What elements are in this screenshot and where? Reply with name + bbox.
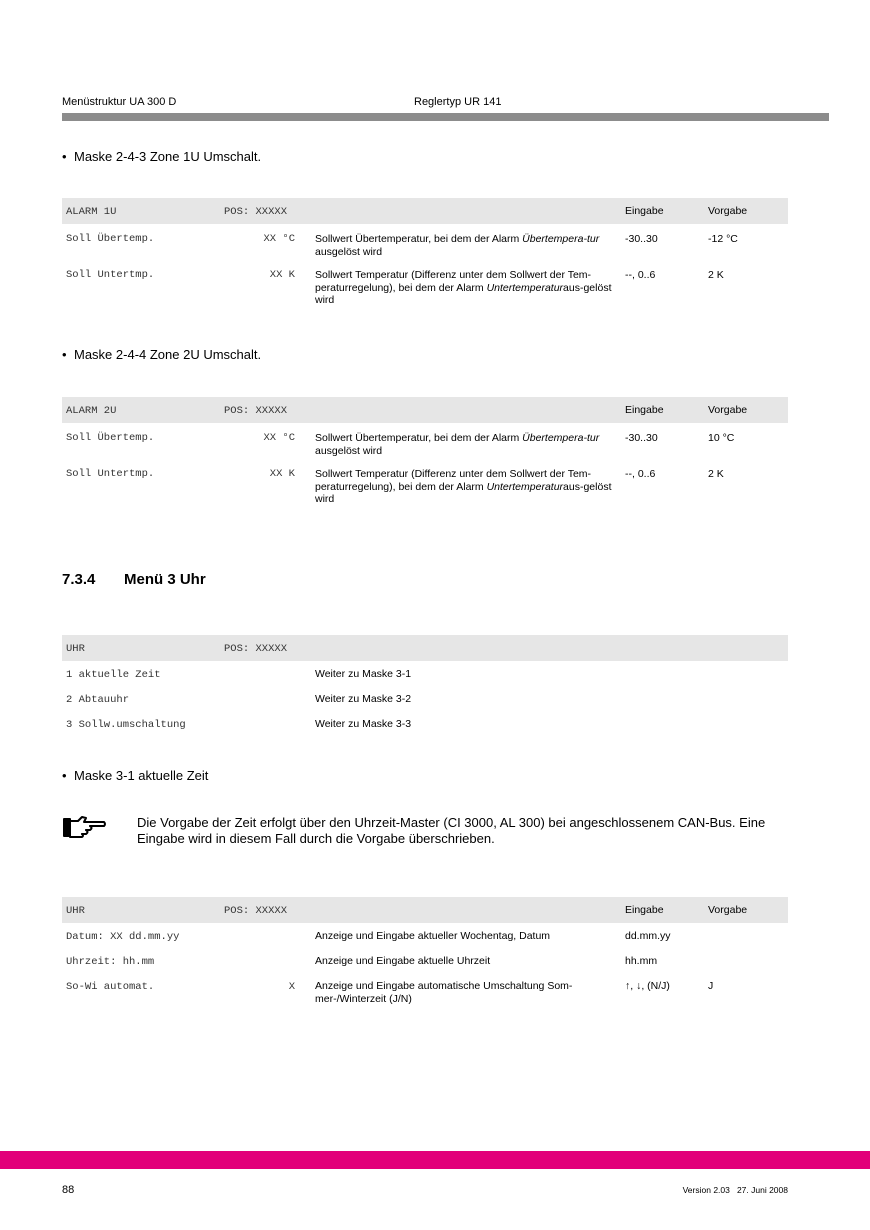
bullet-dot: • [62,347,67,362]
header-rule [62,113,829,121]
row-description: Anzeige und Eingabe automatische Umschaltung Som-mer-/Winterzeit (J/N) [315,980,573,1005]
table-row [62,973,788,1009]
section-number: 7.3.4 [62,571,96,588]
row-name: Soll Übertemp. [66,233,155,245]
row-unit: X [288,981,295,993]
table-alarm-2u [62,397,788,507]
bullet-mask-2-4-3 [62,149,261,164]
section-title [62,571,206,588]
header-mask-name: UHR [66,905,85,917]
header-mask-name: ALARM 1U [66,206,117,218]
menu-item-label: 1 aktuelle Zeit [66,669,161,681]
header-mask-name: UHR [66,643,85,655]
table-uhr-menu [62,635,788,736]
bullet-dot: • [62,768,67,783]
row-unit: XX K [269,468,295,480]
table-row [62,423,788,459]
table-header [62,397,788,423]
row-name: Soll Untertmp. [66,468,155,480]
bullet-dot: • [62,149,67,164]
menu-item-sollw-umschaltung[interactable] [62,711,788,736]
row-description: Sollwert Temperatur (Differenz unter dem Sollwert der Tem-peraturregelung), bei dem der Alarm Untertemperaturaus-gelöst wird [315,269,612,306]
header-mask-name: ALARM 2U [66,405,117,417]
menu-item-abtauuhr[interactable] [62,686,788,711]
table-header [62,635,788,661]
row-description: Sollwert Übertemperatur, bei dem der Alarm Übertempera-tur ausgelöst wird [315,432,600,457]
table-row [62,923,788,948]
header-center: Reglertyp UR 141 [414,96,502,108]
bullet-text: Maske 3-1 aktuelle Zeit [74,768,209,783]
header-vorgabe: Vorgabe [708,205,748,217]
row-eingabe: --, 0..6 [625,269,656,281]
header-eingabe: Eingabe [625,205,664,217]
row-eingabe: -30..30 [625,432,658,444]
row-name: Soll Untertmp. [66,269,155,281]
header-pos: POS: XXXXX [224,206,288,218]
row-unit: XX °C [263,432,295,444]
bullet-text: Maske 2-4-3 Zone 1U Umschalt. [74,149,262,164]
row-eingabe: --, 0..6 [625,468,656,480]
menu-item-label: 2 Abtauuhr [66,694,130,706]
section-title-text: Menü 3 Uhr [124,571,206,588]
row-name: Datum: XX dd.mm.yy [66,931,180,943]
menu-item-aktuelle-zeit[interactable] [62,661,788,686]
row-eingabe: hh.mm [625,955,658,967]
table-header [62,198,788,224]
table-row [62,260,788,308]
row-vorgabe: 2 K [708,468,724,480]
header-eingabe: Eingabe [625,404,664,416]
row-name: Uhrzeit: hh.mm [66,956,155,968]
row-description: Sollwert Übertemperatur, bei dem der Alarm Übertempera-tur ausgelöst wird [315,233,600,258]
menu-item-label: 3 Sollw.umschaltung [66,719,186,731]
version-info: Version 2.03 27. Juni 2008 [682,1185,788,1195]
table-row [62,948,788,973]
row-vorgabe: 10 °C [708,432,735,444]
row-unit: XX °C [263,233,295,245]
row-vorgabe: J [708,980,714,992]
table-header [62,897,788,923]
header-pos: POS: XXXXX [224,405,288,417]
footer-bar [0,1151,870,1169]
header-pos: POS: XXXXX [224,643,288,655]
row-description: Sollwert Temperatur (Differenz unter dem Sollwert der Tem-peraturregelung), bei dem der Alarm Untertemperaturaus-gelöst wird [315,468,612,505]
header-pos: POS: XXXXX [224,905,288,917]
row-description: Anzeige und Eingabe aktueller Wochentag, Datum [315,930,551,942]
pointing-hand-icon [62,814,108,840]
row-eingabe: dd.mm.yy [625,930,671,942]
menu-item-target: Weiter zu Maske 3-2 [315,693,412,705]
table-alarm-1u [62,198,788,308]
bullet-mask-3-1 [62,768,208,783]
page-number: 88 [62,1184,75,1196]
table-uhr-zeit [62,897,788,1009]
row-unit: XX K [269,269,295,281]
bullet-mask-2-4-4 [62,347,261,362]
menu-item-target: Weiter zu Maske 3-1 [315,668,412,680]
row-description: Anzeige und Eingabe aktuelle Uhrzeit [315,955,491,967]
menu-item-target: Weiter zu Maske 3-3 [315,718,412,730]
row-eingabe: ↑, ↓, (N/J) [625,980,670,992]
header-vorgabe: Vorgabe [708,904,748,916]
bullet-text: Maske 2-4-4 Zone 2U Umschalt. [74,347,262,362]
header-vorgabe: Vorgabe [708,404,748,416]
note-text: Die Vorgabe der Zeit erfolgt über den Uhrzeit-Master (CI 3000, AL 300) bei angeschlossenem CAN-Bus. Eine Eingabe wird in diesem Fall durch die Vorgabe überschrieben. [137,815,766,846]
header-left: Menüstruktur UA 300 D [62,96,177,108]
row-name: Soll Übertemp. [66,432,155,444]
table-row [62,224,788,260]
header-eingabe: Eingabe [625,904,664,916]
table-row [62,459,788,507]
row-name: So-Wi automat. [66,981,155,993]
row-eingabe: -30..30 [625,233,658,245]
row-vorgabe: 2 K [708,269,724,281]
row-vorgabe: -12 °C [708,233,738,245]
